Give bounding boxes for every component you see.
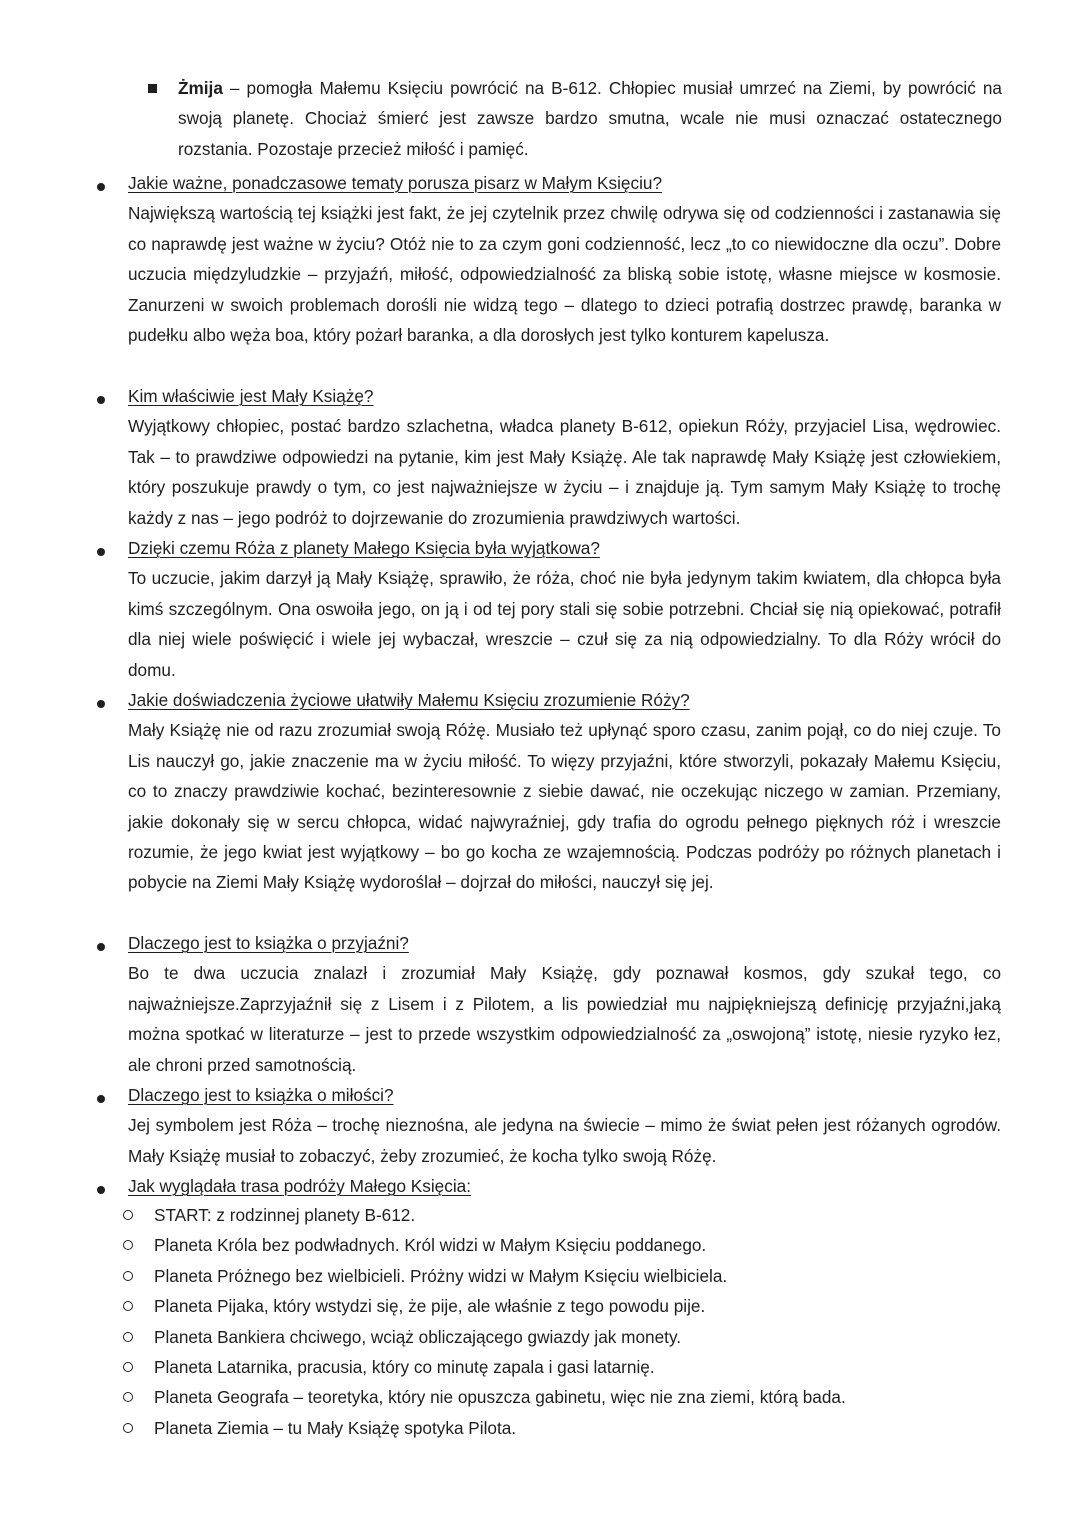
list-item: Planeta Pijaka, który wstydzi się, że pije, ale właśnie z tego powodu pije. bbox=[120, 1291, 1000, 1321]
answer-text: Mały Książę nie od razu zrozumiał swoją Różę. Musiało też upłynąć sporo czasu, zanim pojął, co do niej czuje. To Lis nauczył go, jakie znaczenie ma w życiu miłość. To więzy przyjaźni, które stworzyli, pokazały Małemu Księciu, co to znaczy prawdziwie kochać, bezinteresownie z siebie dawać, nie oczekując niczego w zamian. Przemiany, jakie dokonały się w sercu chłopca, widać najwyraźniej, gdy trafia do ogrodu pełnego pięknych róż i wreszcie rozumie, że jego kwiat jest wyjątkowy – bo go kocha ze wzajemnością. Podczas podróży po różnych planetach i pobycie na Ziemi Mały Książę wydoroślał – dojrzał do miłości, nauczył się jej. bbox=[128, 720, 1001, 893]
list-item: Planeta Ziemia – tu Mały Książę spotyka Pilota. bbox=[120, 1413, 1000, 1443]
bullet-icon bbox=[97, 700, 105, 708]
question-heading: Jakie doświadczenia życiowe ułatwiły Małemu Księciu zrozumienie Róży? bbox=[128, 690, 690, 710]
zmija-term: Żmija bbox=[178, 78, 223, 98]
list-item: START: z rodzinnej planety B-612. bbox=[120, 1200, 1000, 1230]
question-heading: Kim właściwie jest Mały Książę? bbox=[128, 386, 374, 406]
list-item: Planeta Bankiera chciwego, wciąż obliczającego gwiazdy jak monety. bbox=[120, 1322, 1000, 1352]
answer-text: Bo te dwa uczucia znalazł i zrozumiał Mały Książę, gdy poznawał kosmos, gdy szukał tego, co najważniejsze.Zaprzyjaźnił się z Lisem i z Pilotem, a lis powiedział mu najpiękniejszą definicję przyjaźni,jaką można spotkać w literaturze – jest to przede wszystkim odpowiedzialność za „oswojoną” istotę, niesie ryzyko łez, ale chroni przed samotnością. bbox=[128, 963, 1001, 1075]
qa-item-friendship bbox=[128, 928, 1001, 1080]
route-heading-block bbox=[128, 1171, 1001, 1201]
qa-item-experiences bbox=[128, 685, 1001, 898]
answer-text: To uczucie, jakim darzył ją Mały Książę, sprawiło, że róża, choć nie była jedynym takim kwiatem, dla chłopca była kimś szczególnym. Ona oswoiła jego, on ją i od tej pory stali się sobie potrzebni. Chciał się nią opiekować, potrafił dla niej wiele poświęcić i wiele jej wybaczał, wreszcie – czuł się za nią odpowiedzialny. To dla Róży wrócił do domu. bbox=[128, 568, 1001, 680]
qa-item-themes bbox=[128, 168, 1001, 350]
answer-text: Wyjątkowy chłopiec, postać bardzo szlachetna, władca planety B-612, opiekun Róży, przyjaciel Lisa, wędrowiec. Tak – to prawdziwe odpowiedzi na pytanie, kim jest Mały Książę. Ale tak naprawdę Mały Książę jest człowiekiem, który poszukuje prawdy o tym, co jest najważniejsze w życiu – i znajduje ją. Tym samym Mały Książę to trochę każdy z nas – jego podróż to dojrzewanie do zrozumienia prawdziwych wartości. bbox=[128, 416, 1001, 528]
bullet-icon bbox=[97, 183, 105, 191]
qa-item-rose bbox=[128, 533, 1001, 685]
answer-text: Jej symbolem jest Róża – trochę nieznośna, ale jedyna na świecie – mimo że świat pełen jest różanych ogrodów. Mały Książę musiał to zobaczyć, żeby zrozumieć, że kocha tylko swoją Różę. bbox=[128, 1115, 1001, 1166]
bullet-icon bbox=[97, 1095, 105, 1103]
circle-bullet-icon bbox=[123, 1423, 133, 1433]
circle-bullet-icon bbox=[123, 1392, 133, 1402]
list-item: Planeta Próżnego bez wielbicieli. Próżny widzi w Małym Księciu wielbiciela. bbox=[120, 1261, 1000, 1291]
question-heading: Dzięki czemu Róża z planety Małego Księcia była wyjątkowa? bbox=[128, 538, 600, 558]
bullet-icon bbox=[97, 1186, 105, 1194]
bullet-icon bbox=[97, 548, 105, 556]
list-item: Planeta Latarnika, pracusia, który co minutę zapala i gasi latarnię. bbox=[120, 1352, 1000, 1382]
answer-text: Największą wartością tej książki jest fakt, że jej czytelnik przez chwilę odrywa się od codzienności i zastanawia się co naprawdę jest ważne w życiu? Otóż nie to za czym goni codzienność, lecz „to co niewidoczne dla oczu”. Dobre uczucia międzyludzkie – przyjaźń, miłość, odpowiedzialność za bliską sobie istotę, własne miejsce w kosmosie. Zanurzeni w swoich problemach dorośli nie widzą tego – dlatego to dzieci potrafią dostrzec prawdę, baranka w pudełku albo węża boa, który pożarł baranka, a dla dorosłych jest tylko konturem kapelusza. bbox=[128, 203, 1001, 346]
circle-bullet-icon bbox=[123, 1332, 133, 1342]
circle-bullet-icon bbox=[123, 1240, 133, 1250]
circle-bullet-icon bbox=[123, 1301, 133, 1311]
zmija-text: – pomogła Małemu Księciu powrócić na B-612. Chłopiec musiał umrzeć na Ziemi, by powrócić na swoją planetę. Chociaż śmierć jest zawsze bardzo smutna, wcale nie musi oznaczać ostatecznego rozstania. Pozostaje przecież miłość i pamięć. bbox=[178, 78, 1002, 159]
circle-bullet-icon bbox=[123, 1362, 133, 1372]
circle-bullet-icon bbox=[123, 1210, 133, 1220]
bullet-icon bbox=[97, 396, 105, 404]
question-heading: Dlaczego jest to książka o przyjaźni? bbox=[128, 933, 409, 953]
qa-item-love bbox=[128, 1080, 1001, 1171]
circle-bullet-icon bbox=[123, 1271, 133, 1281]
route-list bbox=[120, 1200, 1000, 1443]
list-item: Planeta Geografa – teoretyka, który nie opuszcza gabinetu, więc nie zna ziemi, którą bada. bbox=[120, 1382, 1000, 1412]
list-item: Planeta Króla bez podwładnych. Król widzi w Małym Księciu poddanego. bbox=[120, 1230, 1000, 1260]
bullet-icon bbox=[97, 943, 105, 951]
zmija-item bbox=[178, 73, 1002, 164]
square-bullet-icon bbox=[148, 84, 157, 93]
question-heading: Jakie ważne, ponadczasowe tematy porusza pisarz w Małym Księciu? bbox=[128, 173, 663, 193]
question-heading: Dlaczego jest to książka o miłości? bbox=[128, 1085, 394, 1105]
qa-item-who bbox=[128, 381, 1001, 533]
question-heading: Jak wyglądała trasa podróży Małego Księcia: bbox=[128, 1176, 471, 1196]
